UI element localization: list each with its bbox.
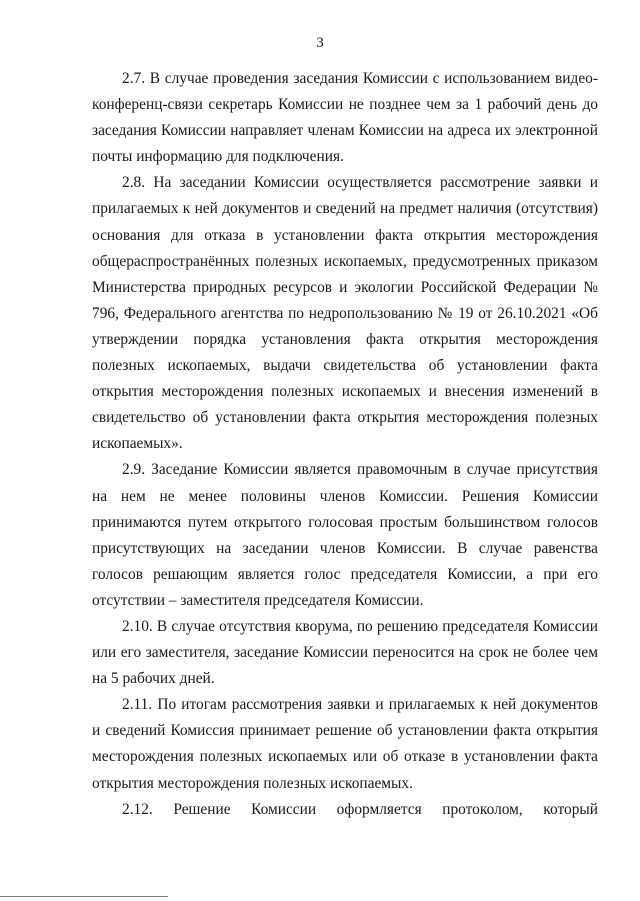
footer-rule bbox=[0, 896, 168, 897]
paragraph-2-12: 2.12. Решение Комиссии оформляется протоколом, который bbox=[122, 800, 598, 818]
paragraph-2-7: 2.7. В случае проведения заседания Комиссии с использованием видео-конференц-связи секретарь Комиссии не позднее чем за 1 рабочий день до заседания Комиссии направляет членам Комиссии на адреса их электронной почты информацию для подключения. bbox=[92, 70, 598, 166]
paragraph-2-10: 2.10. В случае отсутствия кворума, по решению председателя Комиссии или его заместителя, заседание Комиссии переносится на срок не более чем на 5 рабочих дней. bbox=[92, 617, 598, 688]
paragraph-2-9: 2.9. Заседание Комиссии является правомочным в случае присутствия на нем не менее половины членов Комиссии. Решения Комиссии принимаются путем открытого голосовая простым большинством голосов присутствующих на заседании членов Комиссии. В случае равенства голосов решающим является голос председателя Комиссии, а при его отсутствии – заместителя председателя Комиссии. bbox=[92, 461, 598, 609]
document-body bbox=[92, 66, 598, 823]
paragraph-2-8: 2.8. На заседании Комиссии осуществляется рассмотрение заявки и прилагаемых к ней документов и сведений на предмет наличия (отсутствия) основания для отказа в установлении факта открытия месторождения общераспространённых полезных ископаемых, предусмотренных приказом Министерства природных ресурсов и экологии Российской Федерации № 796, Федерального агентства по недропользованию № 19 от 26.10.2021 «Об утверждении порядка установления факта открытия месторождения полезных ископаемых, выдачи свидетельства об установлении факта открытия месторождения полезных ископаемых и внесения изменений в свидетельство об установлении факта открытия месторождения полезных ископаемых». bbox=[92, 174, 598, 453]
paragraph-2-11: 2.11. По итогам рассмотрения заявки и прилагаемых к ней документов и сведений Комиссия принимает решение об установлении факта открытия месторождения полезных ископаемых или об отказе в установлении факта открытия месторождения полезных ископаемых. bbox=[92, 696, 598, 792]
page-number: 3 bbox=[316, 35, 324, 51]
